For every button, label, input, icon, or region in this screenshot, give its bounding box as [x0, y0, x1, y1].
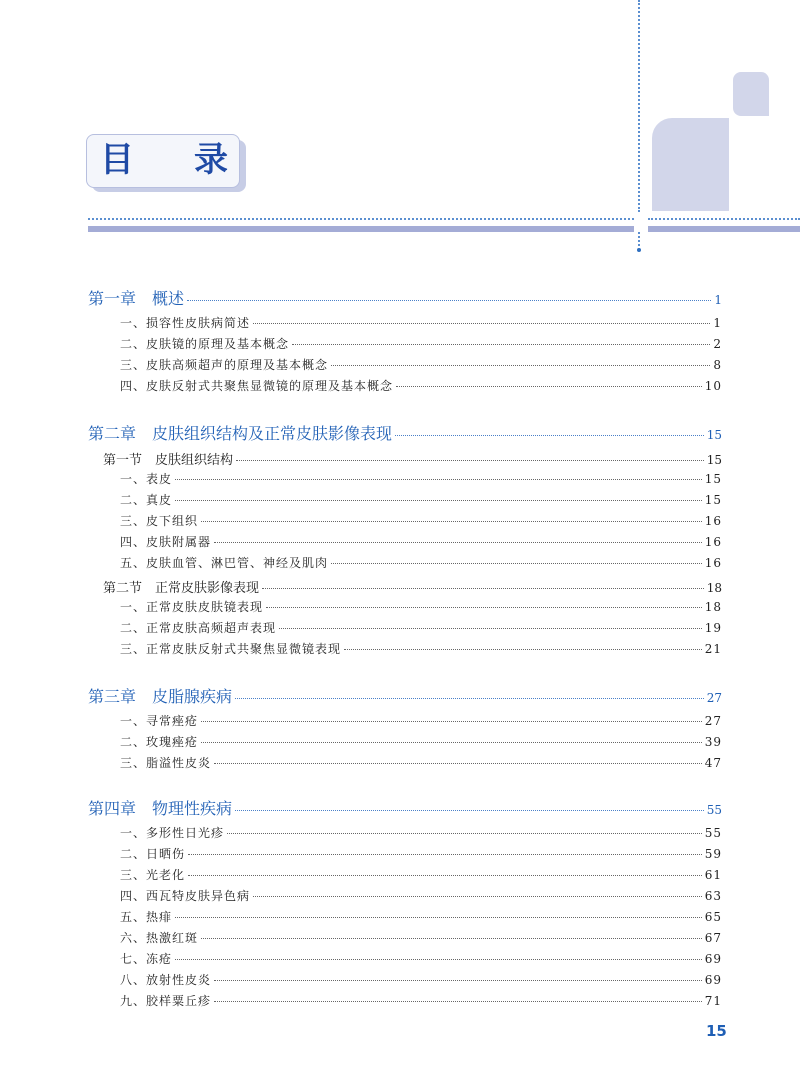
toc-entry-page: 21 — [704, 642, 722, 656]
toc-item-row — [120, 887, 722, 907]
toc-entry-page: 39 — [704, 735, 722, 749]
toc-item-row — [120, 314, 722, 334]
toc-entry-label: 三、光老化 — [120, 868, 186, 882]
toc-entry-label: 三、脂溢性皮炎 — [120, 756, 212, 770]
header-bar-right — [648, 226, 800, 232]
dot-leader — [201, 937, 702, 939]
toc-entry-label: 一、正常皮肤皮肤镜表现 — [120, 600, 264, 614]
toc-entry-label: 第一章 概述 — [88, 289, 185, 308]
toc-entry-label: 一、寻常痤疮 — [120, 714, 199, 728]
toc-entry-label: 第三章 皮脂腺疾病 — [88, 687, 233, 706]
toc-entry-label: 六、热激红斑 — [120, 931, 199, 945]
dot-leader — [214, 762, 702, 764]
decorative-square-small — [733, 72, 769, 116]
toc-item-row — [120, 733, 722, 753]
vertical-dotted-rule-lower — [638, 232, 640, 246]
toc-item-row — [120, 335, 722, 355]
dot-leader — [235, 809, 704, 811]
toc-chapter-row — [88, 286, 722, 306]
toc-section-row — [103, 577, 722, 597]
dot-leader — [187, 299, 711, 301]
toc-entry-page: 27 — [704, 714, 722, 728]
page-number: 15 — [706, 1022, 727, 1040]
dot-leader — [201, 520, 702, 522]
toc-chapter-row — [88, 684, 722, 704]
toc-entry-label: 三、皮肤高频超声的原理及基本概念 — [120, 358, 329, 372]
toc-entry-page: 1 — [713, 316, 722, 330]
dot-leader — [214, 541, 702, 543]
toc-entry-page: 55 — [706, 803, 722, 817]
toc-item-row — [120, 908, 722, 928]
toc-entry-page: 55 — [704, 826, 722, 840]
toc-entry-label: 三、正常皮肤反射式共聚焦显微镜表现 — [120, 642, 342, 656]
toc-entry-label: 二、正常皮肤高频超声表现 — [120, 621, 277, 635]
toc-entry-label: 第四章 物理性疾病 — [88, 799, 233, 818]
toc-chapter-row — [88, 421, 722, 441]
dot-leader — [201, 720, 702, 722]
dot-leader — [227, 832, 702, 834]
decorative-square-large — [652, 118, 729, 211]
dot-leader — [262, 587, 704, 589]
toc-entry-page: 18 — [706, 581, 722, 595]
toc-entry-page: 15 — [706, 453, 722, 467]
toc-entry-label: 一、多形性日光疹 — [120, 826, 225, 840]
toc-section-row — [103, 449, 722, 469]
toc-entry-page: 59 — [704, 847, 722, 861]
toc-item-row — [120, 533, 722, 553]
toc-item-row — [120, 971, 722, 991]
toc-entry-page: 2 — [713, 337, 722, 351]
toc-entry-label: 五、热痱 — [120, 910, 173, 924]
toc-entry-label: 一、表皮 — [120, 472, 173, 486]
toc-item-row — [120, 640, 722, 660]
toc-item-row — [120, 356, 722, 376]
dot-leader — [331, 364, 710, 366]
dot-leader — [292, 343, 710, 345]
toc-entry-page: 10 — [704, 379, 722, 393]
toc-entry-page: 71 — [704, 994, 722, 1008]
dot-leader — [188, 853, 702, 855]
dot-leader — [175, 958, 702, 960]
toc-entry-label: 一、损容性皮肤病简述 — [120, 316, 251, 330]
dot-leader — [266, 606, 702, 608]
dot-leader — [175, 478, 702, 480]
dot-leader — [235, 697, 704, 699]
toc-entry-page: 69 — [704, 952, 722, 966]
toc-entry-page: 15 — [704, 493, 722, 507]
toc-entry-page: 16 — [704, 556, 722, 570]
toc-entry-page: 61 — [704, 868, 722, 882]
dot-leader — [236, 459, 704, 461]
toc-entry-label: 二、日晒伤 — [120, 847, 186, 861]
page-title-char-1: 目 — [100, 140, 134, 180]
toc-item-row — [120, 598, 722, 618]
toc-entry-page: 8 — [713, 358, 722, 372]
toc-item-row — [120, 845, 722, 865]
toc-entry-page: 16 — [704, 535, 722, 549]
dot-leader — [214, 979, 702, 981]
horizontal-dotted-rule-right — [648, 218, 800, 220]
toc-item-row — [120, 470, 722, 490]
toc-entry-label: 三、皮下组织 — [120, 514, 199, 528]
dot-leader — [396, 385, 702, 387]
toc-entry-page: 18 — [704, 600, 722, 614]
toc-entry-page: 16 — [704, 514, 722, 528]
toc-item-row — [120, 619, 722, 639]
toc-item-row — [120, 824, 722, 844]
toc-entry-label: 四、西瓦特皮肤异色病 — [120, 889, 251, 903]
toc-entry-label: 五、皮肤血管、淋巴管、神经及肌肉 — [120, 556, 329, 570]
dot-leader — [201, 741, 702, 743]
toc-entry-page: 1 — [714, 293, 722, 307]
toc-entry-page: 69 — [704, 973, 722, 987]
toc-entry-label: 四、皮肤附属器 — [120, 535, 212, 549]
rule-end-dot — [637, 248, 641, 252]
dot-leader — [175, 916, 702, 918]
toc-entry-label: 二、皮肤镜的原理及基本概念 — [120, 337, 290, 351]
dot-leader — [279, 627, 702, 629]
toc-entry-label: 八、放射性皮炎 — [120, 973, 212, 987]
dot-leader — [175, 499, 702, 501]
toc-entry-page: 63 — [704, 889, 722, 903]
dot-leader — [395, 434, 704, 436]
page-title-char-2: 录 — [194, 140, 228, 180]
toc-entry-page: 67 — [704, 931, 722, 945]
toc-entry-page: 65 — [704, 910, 722, 924]
toc-item-row — [120, 512, 722, 532]
toc-entry-page: 47 — [704, 756, 722, 770]
toc-item-row — [120, 754, 722, 774]
dot-leader — [331, 562, 702, 564]
toc-entry-label: 二、真皮 — [120, 493, 173, 507]
toc-entry-page: 27 — [706, 691, 722, 705]
dot-leader — [344, 648, 702, 650]
dot-leader — [253, 895, 702, 897]
horizontal-dotted-rule — [88, 218, 634, 220]
dot-leader — [253, 322, 710, 324]
vertical-dotted-rule — [638, 0, 640, 212]
toc-item-row — [120, 950, 722, 970]
toc-item-row — [120, 866, 722, 886]
toc-entry-page: 15 — [706, 428, 722, 442]
toc-entry-label: 七、冻疮 — [120, 952, 173, 966]
toc-chapter-row — [88, 796, 722, 816]
header-bar — [88, 226, 634, 232]
toc-entry-page: 19 — [704, 621, 722, 635]
toc-item-row — [120, 491, 722, 511]
toc-item-row — [120, 554, 722, 574]
toc-item-row — [120, 929, 722, 949]
toc-entry-label: 九、胶样粟丘疹 — [120, 994, 212, 1008]
toc-entry-label: 第二章 皮肤组织结构及正常皮肤影像表现 — [88, 424, 393, 443]
toc-item-row — [120, 992, 722, 1012]
toc-entry-page: 15 — [704, 472, 722, 486]
dot-leader — [214, 1000, 702, 1002]
toc-entry-label: 二、玫瑰痤疮 — [120, 735, 199, 749]
dot-leader — [188, 874, 702, 876]
toc-entry-label: 第二节 正常皮肤影像表现 — [103, 581, 260, 596]
toc-entry-label: 四、皮肤反射式共聚焦显微镜的原理及基本概念 — [120, 379, 394, 393]
toc-entry-label: 第一节 皮肤组织结构 — [103, 453, 234, 468]
toc-item-row — [120, 377, 722, 397]
toc-item-row — [120, 712, 722, 732]
